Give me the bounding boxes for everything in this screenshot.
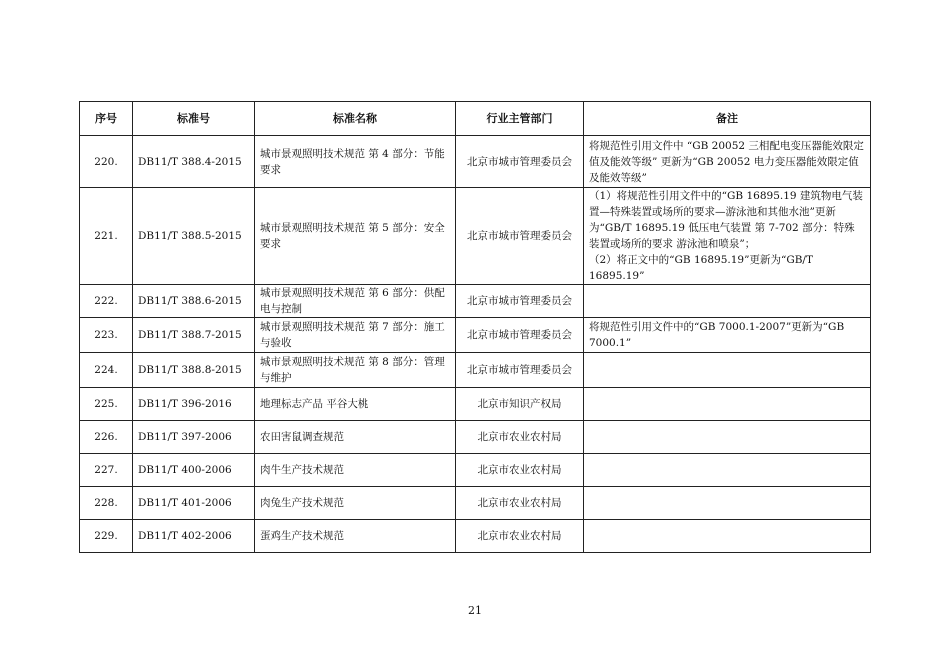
table-row [80, 188, 871, 285]
row-code: DB11/T 388.7-2015 [133, 318, 255, 353]
row-serial: 226. [80, 421, 133, 454]
table-row [80, 421, 871, 454]
table-row [80, 285, 871, 318]
row-remarks: 将规范性引用文件中的“GB 7000.1-2007”更新为“GB 7000.1” [584, 318, 871, 353]
page-number: 21 [468, 604, 482, 617]
row-code: DB11/T 388.5-2015 [133, 188, 255, 285]
header-name: 标准名称 [255, 102, 456, 136]
row-department: 北京市城市管理委员会 [456, 318, 584, 353]
row-department: 北京市农业农村局 [456, 421, 584, 454]
row-code: DB11/T 388.6-2015 [133, 285, 255, 318]
row-department: 北京市城市管理委员会 [456, 353, 584, 388]
header-department: 行业主管部门 [456, 102, 584, 136]
standards-table [79, 101, 871, 553]
row-serial: 229. [80, 520, 133, 553]
row-name: 农田害鼠调查规范 [255, 421, 456, 454]
row-name: 城市景观照明技术规范 第 4 部分：节能要求 [255, 136, 456, 188]
row-name: 城市景观照明技术规范 第 8 部分：管理与维护 [255, 353, 456, 388]
row-department: 北京市城市管理委员会 [456, 285, 584, 318]
row-remarks [584, 487, 871, 520]
row-serial: 223. [80, 318, 133, 353]
row-department: 北京市城市管理委员会 [456, 136, 584, 188]
row-serial: 227. [80, 454, 133, 487]
row-name: 城市景观照明技术规范 第 7 部分：施工与验收 [255, 318, 456, 353]
row-name: 城市景观照明技术规范 第 5 部分：安全要求 [255, 188, 456, 285]
row-department: 北京市农业农村局 [456, 454, 584, 487]
row-code: DB11/T 396-2016 [133, 388, 255, 421]
row-remarks [584, 520, 871, 553]
table-header-row [80, 102, 871, 136]
table-row [80, 353, 871, 388]
row-serial: 220. [80, 136, 133, 188]
header-code: 标准号 [133, 102, 255, 136]
row-serial: 222. [80, 285, 133, 318]
row-name: 肉兔生产技术规范 [255, 487, 456, 520]
row-remarks [584, 285, 871, 318]
row-name: 地理标志产品 平谷大桃 [255, 388, 456, 421]
row-name: 城市景观照明技术规范 第 6 部分：供配电与控制 [255, 285, 456, 318]
row-serial: 225. [80, 388, 133, 421]
row-department: 北京市农业农村局 [456, 487, 584, 520]
row-remarks: 将规范性引用文件中 “GB 20052 三相配电变压器能效限定值及能效等级” 更新为“GB 20052 电力变压器能效限定值及能效等级” [584, 136, 871, 188]
header-serial: 序号 [80, 102, 133, 136]
row-code: DB11/T 401-2006 [133, 487, 255, 520]
row-department: 北京市城市管理委员会 [456, 188, 584, 285]
row-name: 蛋鸡生产技术规范 [255, 520, 456, 553]
header-remarks: 备注 [584, 102, 871, 136]
row-code: DB11/T 400-2006 [133, 454, 255, 487]
table-row [80, 487, 871, 520]
row-remarks [584, 421, 871, 454]
table-row [80, 388, 871, 421]
row-remarks [584, 454, 871, 487]
row-remarks [584, 388, 871, 421]
row-code: DB11/T 388.8-2015 [133, 353, 255, 388]
row-remarks: （1）将规范性引用文件中的“GB 16895.19 建筑物电气装置—特殊装置或场所的要求—游泳池和其他水池”更新为“GB/T 16895.19 低压电气装置 第 7-702 部分：特殊装置或场所的要求 游泳池和喷泉”； （2）将正文中的“GB 16895.19”更新为“GB/T 16895.19” [584, 188, 871, 285]
row-code: DB11/T 402-2006 [133, 520, 255, 553]
row-serial: 221. [80, 188, 133, 285]
row-serial: 224. [80, 353, 133, 388]
row-name: 肉牛生产技术规范 [255, 454, 456, 487]
table-row [80, 318, 871, 353]
row-code: DB11/T 397-2006 [133, 421, 255, 454]
table-row [80, 520, 871, 553]
row-serial: 228. [80, 487, 133, 520]
row-remarks [584, 353, 871, 388]
table-row [80, 454, 871, 487]
table-row [80, 136, 871, 188]
row-department: 北京市知识产权局 [456, 388, 584, 421]
row-code: DB11/T 388.4-2015 [133, 136, 255, 188]
row-department: 北京市农业农村局 [456, 520, 584, 553]
